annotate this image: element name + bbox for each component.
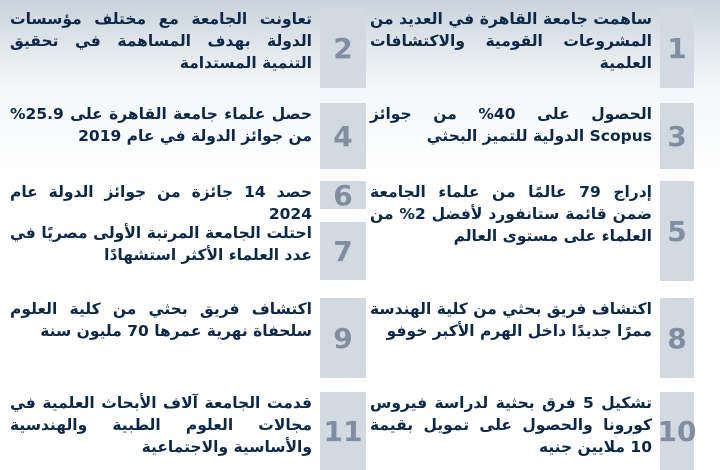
achievement-text: تعاونت الجامعة مع مختلف مؤسسات الدولة بهدف المساهمة في تحقيق التنمية المستدامة: [10, 10, 312, 72]
achievement-text: إدراج 79 عالمًا من علماء الجامعة ضمن قائمة ستانفورد لأفضل 2% من العلماء على مستوى العالم: [370, 183, 652, 245]
achievement-number-badge: 8: [660, 298, 694, 378]
achievement-item-9: [10, 298, 366, 378]
achievement-text: حصل علماء جامعة القاهرة على 25.9% من جوائز الدولة في عام 2019: [10, 105, 312, 145]
achievement-text: حصد 14 جائزة من جوائز الدولة عام 2024: [10, 183, 312, 223]
achievement-number-badge: 10: [660, 392, 694, 470]
achievement-text: احتلت الجامعة المرتبة الأولى مصريًا في عدد العلماء الأكثر استشهادًا: [10, 224, 312, 264]
achievement-number-badge: 9: [320, 298, 366, 378]
achievement-item-3: [370, 103, 694, 169]
achievement-number-badge: 4: [320, 103, 366, 169]
achievement-number-badge: 5: [660, 181, 694, 281]
achievement-number-badge: 6: [320, 181, 366, 209]
achievement-item-5: [370, 181, 694, 281]
achievement-item-2: [10, 8, 366, 88]
achievement-text: اكتشاف فريق بحثي من كلية العلوم سلحفاة نهرية عمرها 70 مليون سنة: [10, 300, 312, 340]
achievement-text: ساهمت جامعة القاهرة في العديد من المشروعات القومية والاكتشافات العلمية: [370, 10, 652, 72]
achievement-text: الحصول على 40% من جوائز Scopus الدولية للتميز البحثي: [370, 105, 652, 145]
achievement-text: قدمت الجامعة آلاف الأبحاث العلمية في مجالات العلوم الطبية والهندسية والأساسية والاجتماعية: [10, 394, 312, 456]
achievement-number-badge: 1: [660, 8, 694, 88]
achievement-number-badge: 2: [320, 8, 366, 88]
achievement-text: اكتشاف فريق بحثي من كلية الهندسة ممرًا جديدًا داخل الهرم الأكبر خوفو: [370, 300, 652, 340]
achievement-item-7: [10, 222, 366, 280]
achievement-number-badge: 3: [660, 103, 694, 169]
achievement-item-8: [370, 298, 694, 378]
achievement-text: تشكيل 5 فرق بحثية لدراسة فيروس كورونا والحصول على تمويل بقيمة 10 ملايين جنيه: [370, 394, 652, 456]
achievement-item-11: [10, 392, 366, 470]
achievement-item-10: [370, 392, 697, 470]
achievement-item-4: [10, 103, 366, 169]
achievement-number-badge: 7: [320, 222, 366, 280]
achievement-number-badge: 11: [320, 392, 366, 470]
achievement-item-6: [10, 178, 366, 223]
achievement-item-1: [370, 8, 694, 88]
